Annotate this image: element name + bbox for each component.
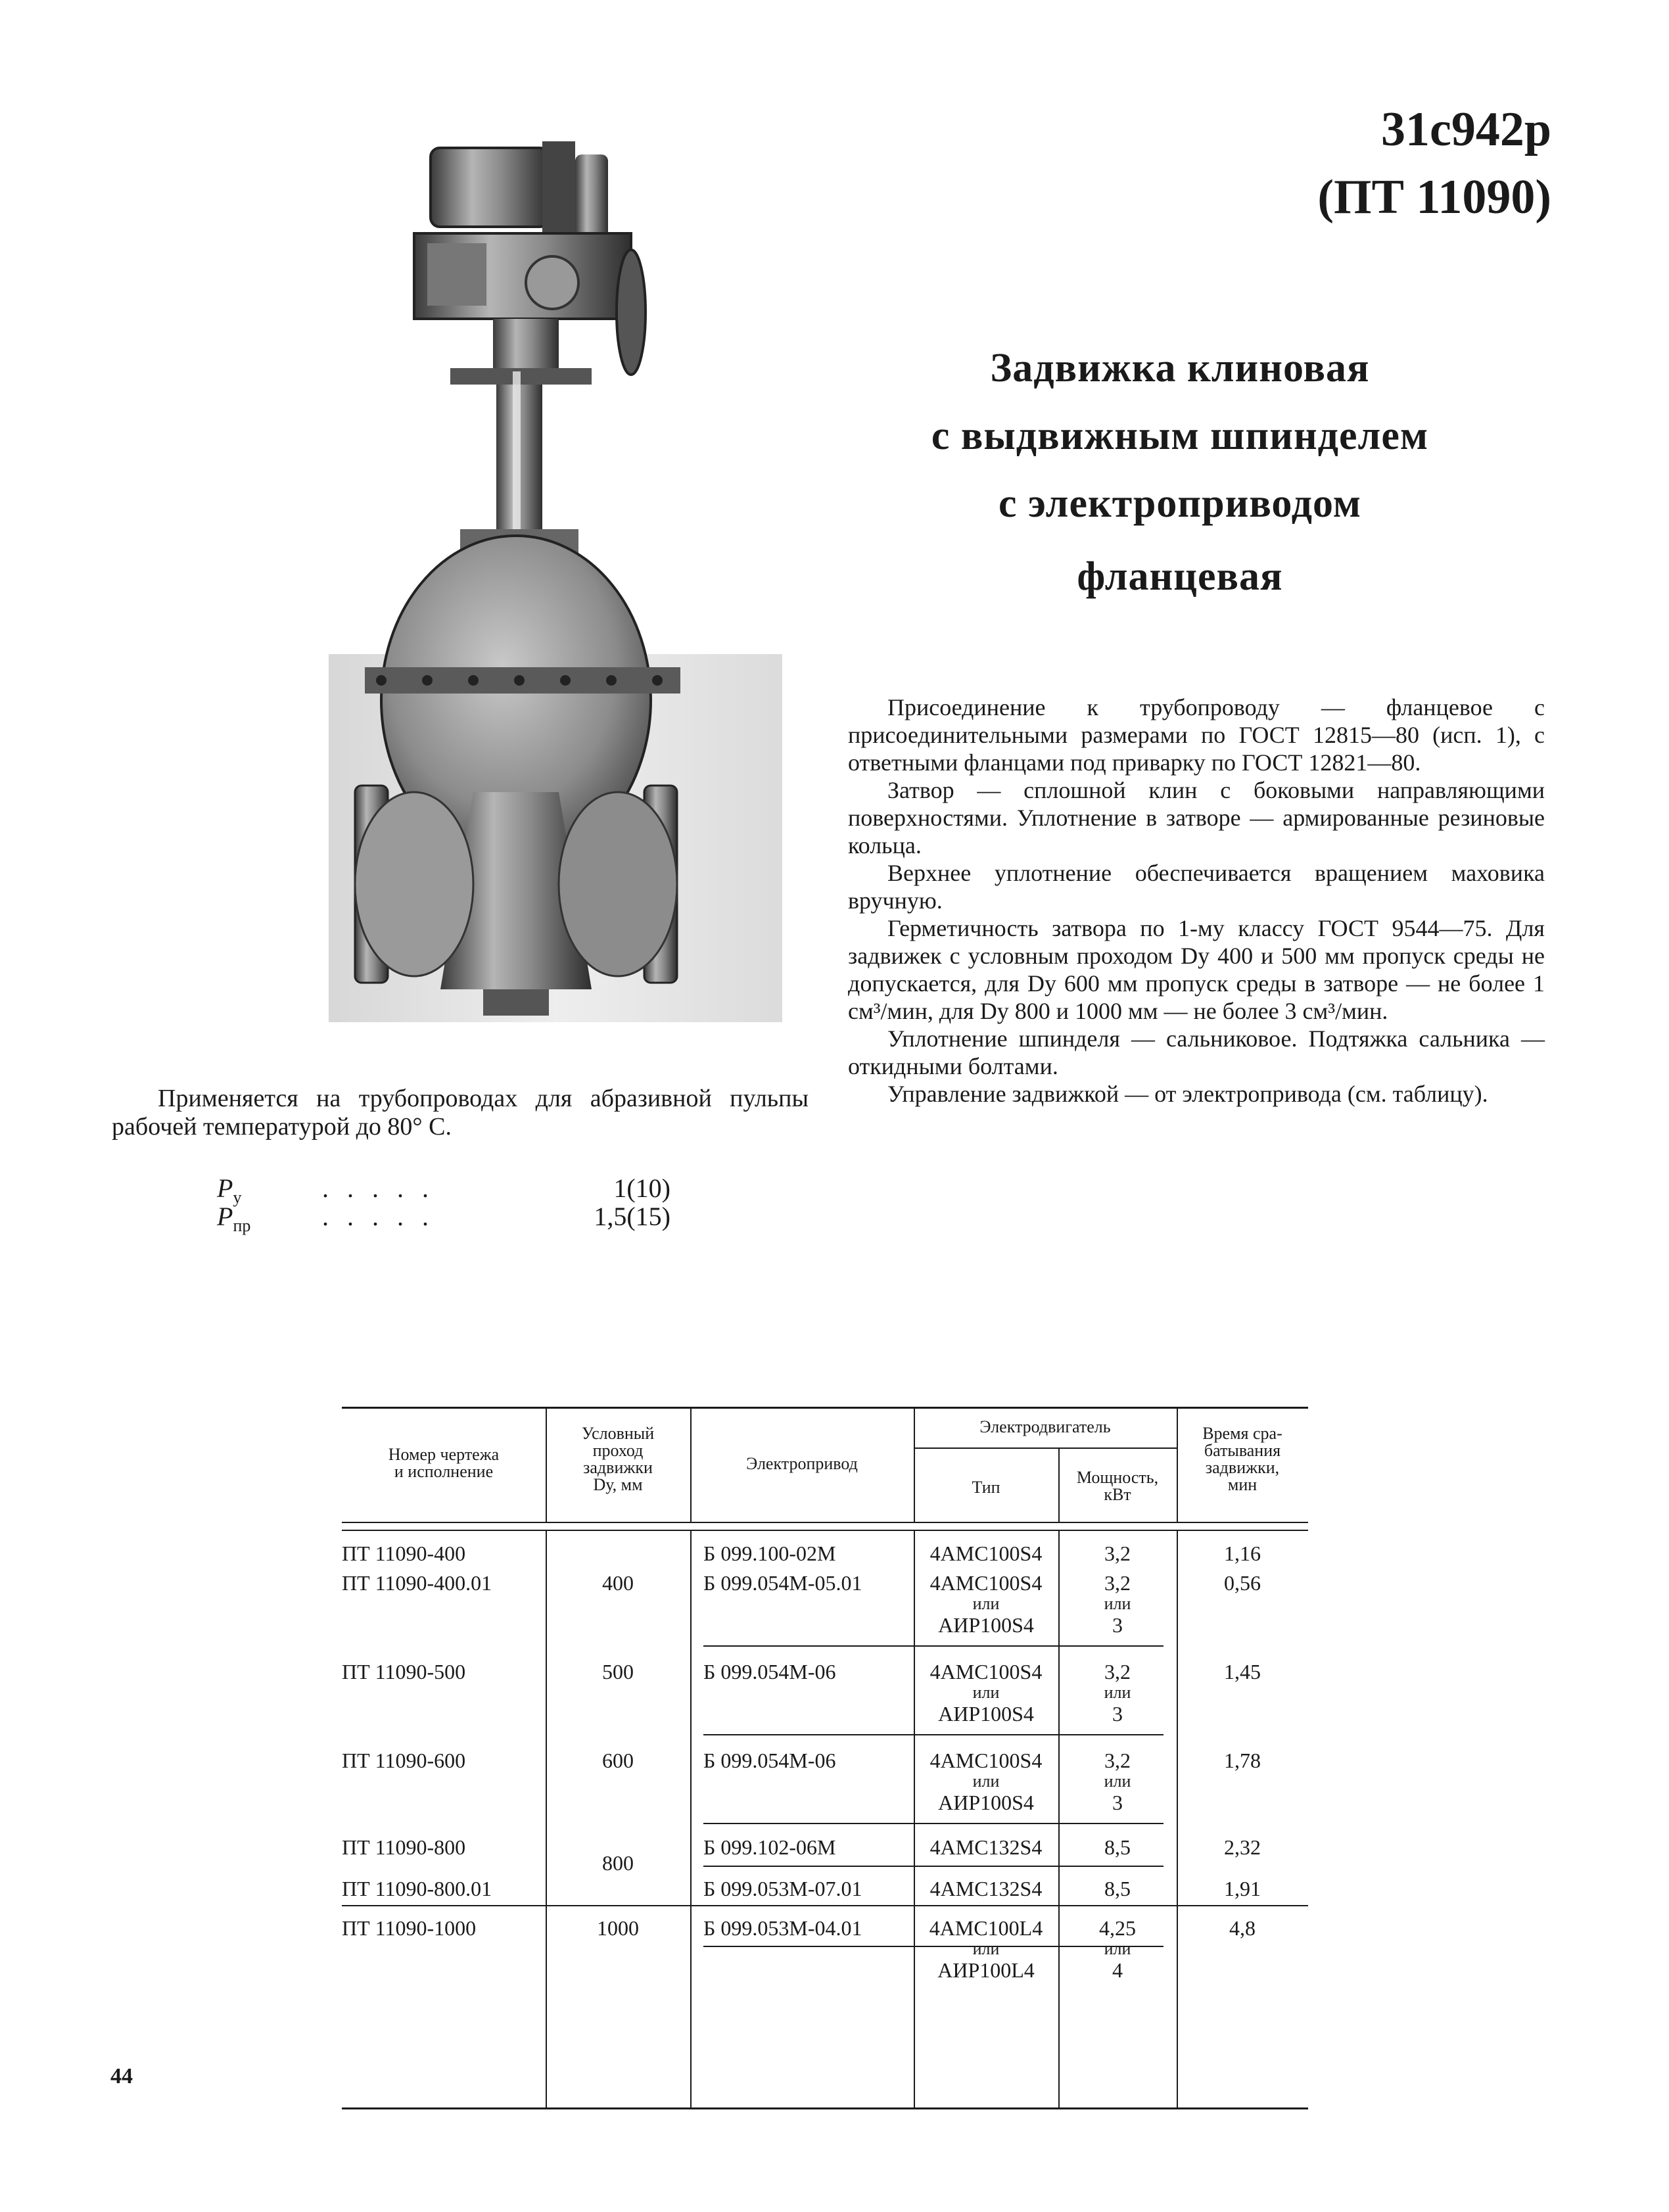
description-paragraph: Верхнее уплотнение обеспечивается вращением маховика вручную.: [848, 860, 1545, 914]
cell-motor-type: 4АМС132S4: [929, 1877, 1043, 1900]
pressure-test: [217, 1201, 670, 1235]
page-number: 44: [110, 2064, 133, 2088]
header-motor: Электродвигатель: [979, 1417, 1111, 1436]
header-motor-type: Тип: [972, 1478, 1000, 1497]
cell-time: 1,78: [1224, 1749, 1261, 1772]
valve-photo: [316, 135, 789, 1025]
description-paragraph: Управление задвижкой — от электропривода (см. таблицу).: [887, 1081, 1488, 1107]
cell-time: 1,45: [1224, 1660, 1261, 1683]
title-line-3: с электроприводом: [998, 481, 1362, 526]
cell-drive: Б 099.053М-07.01: [703, 1877, 862, 1900]
cell-motor-power: 3,2: [1104, 1541, 1131, 1565]
cell-drawing: ПТ 11090-600: [342, 1749, 466, 1772]
cell-motor-power: 4,25 или 4: [1099, 1916, 1136, 1982]
header-drawing: Номер чертежа и исполнение: [388, 1445, 500, 1481]
cell-motor-type: 4АМС100S4: [929, 1541, 1043, 1565]
title-line-2: с выдвижным шпинделем: [931, 413, 1429, 458]
cell-motor-type: 4АМС100S4 или АИР100S4: [929, 1660, 1043, 1726]
cell-motor-power: 3,2 или 3: [1104, 1749, 1131, 1814]
cell-time: 0,56: [1224, 1571, 1261, 1595]
cell-drive: Б 099.054М-06: [703, 1749, 836, 1772]
cell-drawing: ПТ 11090-800: [342, 1835, 466, 1859]
cell-passage: 800: [602, 1851, 634, 1875]
description-paragraph: Герметичность затвора по 1-му классу ГОСТ 9544—75. Для задвижек с условным проходом Dу 400 и 500 мм пропуск среды не допускается, для Dу 600 мм пропуск среды в затворе — не более 1 см³/мин, для Dу 800 и 1000 мм — не более 3 см³/мин.: [848, 915, 1545, 1024]
pressure-symbol: $P_{пр}$: [217, 1202, 251, 1235]
header-passage: Условный проход задвижки Dу, мм: [581, 1424, 655, 1494]
cell-time: 4,8: [1229, 1916, 1256, 1940]
title-line-1: Задвижка клиновая: [990, 346, 1370, 390]
pressure-value: 1(10): [613, 1173, 670, 1203]
application-text: Применяется на трубопроводах для абразивной пульпы рабочей температурой до 80° С.: [112, 1085, 809, 1141]
description-paragraph: Уплотнение шпинделя — сальниковое. Подтяжка сальника — откидными болтами.: [848, 1025, 1545, 1079]
cell-motor-type: 4АМС132S4: [929, 1835, 1043, 1859]
cell-motor-type: 4АМС100S4 или АИР100S4: [929, 1571, 1043, 1637]
catalog-alt-code: (ПТ 11090): [1317, 170, 1551, 224]
cell-motor-type: 4АМС100L4 или АИР100L4: [929, 1916, 1043, 1982]
header-motor-power: Мощность, кВт: [1076, 1468, 1159, 1504]
title-line-4: фланцевая: [1077, 554, 1283, 599]
cell-passage: 600: [602, 1749, 634, 1772]
specification-table: [342, 1407, 1308, 2110]
pressure-nominal: [217, 1173, 670, 1207]
cell-drive: Б 099.102-06М: [703, 1835, 836, 1859]
cell-passage: 1000: [597, 1916, 639, 1940]
cell-drawing: ПТ 11090-400: [342, 1541, 466, 1565]
cell-drawing: ПТ 11090-400.01: [342, 1571, 492, 1595]
cell-time: 2,32: [1224, 1835, 1261, 1859]
cell-passage: 400: [602, 1571, 634, 1595]
description-paragraph: Затвор — сплошной клин с боковыми направляющими поверхностями. Уплотнение в затворе — армированные резиновые кольца.: [848, 777, 1545, 859]
cell-drawing: ПТ 11090-500: [342, 1660, 466, 1683]
cell-drawing: ПТ 11090-1000: [342, 1916, 477, 1940]
leader-dots: .....: [322, 1173, 447, 1203]
cell-drive: Б 099.100-02М: [703, 1541, 836, 1565]
cell-motor-power: 3,2 или 3: [1104, 1660, 1131, 1726]
header-drive: Электропривод: [746, 1454, 858, 1473]
pressure-value: 1,5(15): [594, 1202, 670, 1231]
cell-motor-type: 4АМС100S4 или АИР100S4: [929, 1749, 1043, 1814]
pressure-symbol: $P_у$: [217, 1173, 242, 1207]
description: [848, 694, 1545, 1108]
cell-motor-power: 8,5: [1104, 1877, 1131, 1900]
cell-drive: Б 099.053М-04.01: [703, 1916, 862, 1940]
cell-drawing: ПТ 11090-800.01: [342, 1877, 492, 1900]
header-time: Время сра- батывания задвижки, мин: [1202, 1424, 1282, 1494]
leader-dots: .....: [322, 1202, 447, 1231]
cell-drive: Б 099.054М-06: [703, 1660, 836, 1683]
cell-motor-power: 8,5: [1104, 1835, 1131, 1859]
description-paragraph: Присоединение к трубопроводу — фланцевое с присоединительными размерами по ГОСТ 12815—80 (исп. 1), с ответными фланцами под приварку по ГОСТ 12821—80.: [848, 694, 1545, 776]
cell-time: 1,16: [1224, 1541, 1261, 1565]
cell-time: 1,91: [1224, 1877, 1261, 1900]
cell-motor-power: 3,2 или 3: [1104, 1571, 1131, 1637]
cell-passage: 500: [602, 1660, 634, 1683]
catalog-code: 31с942р: [1381, 103, 1551, 156]
cell-drive: Б 099.054М-05.01: [703, 1571, 862, 1595]
